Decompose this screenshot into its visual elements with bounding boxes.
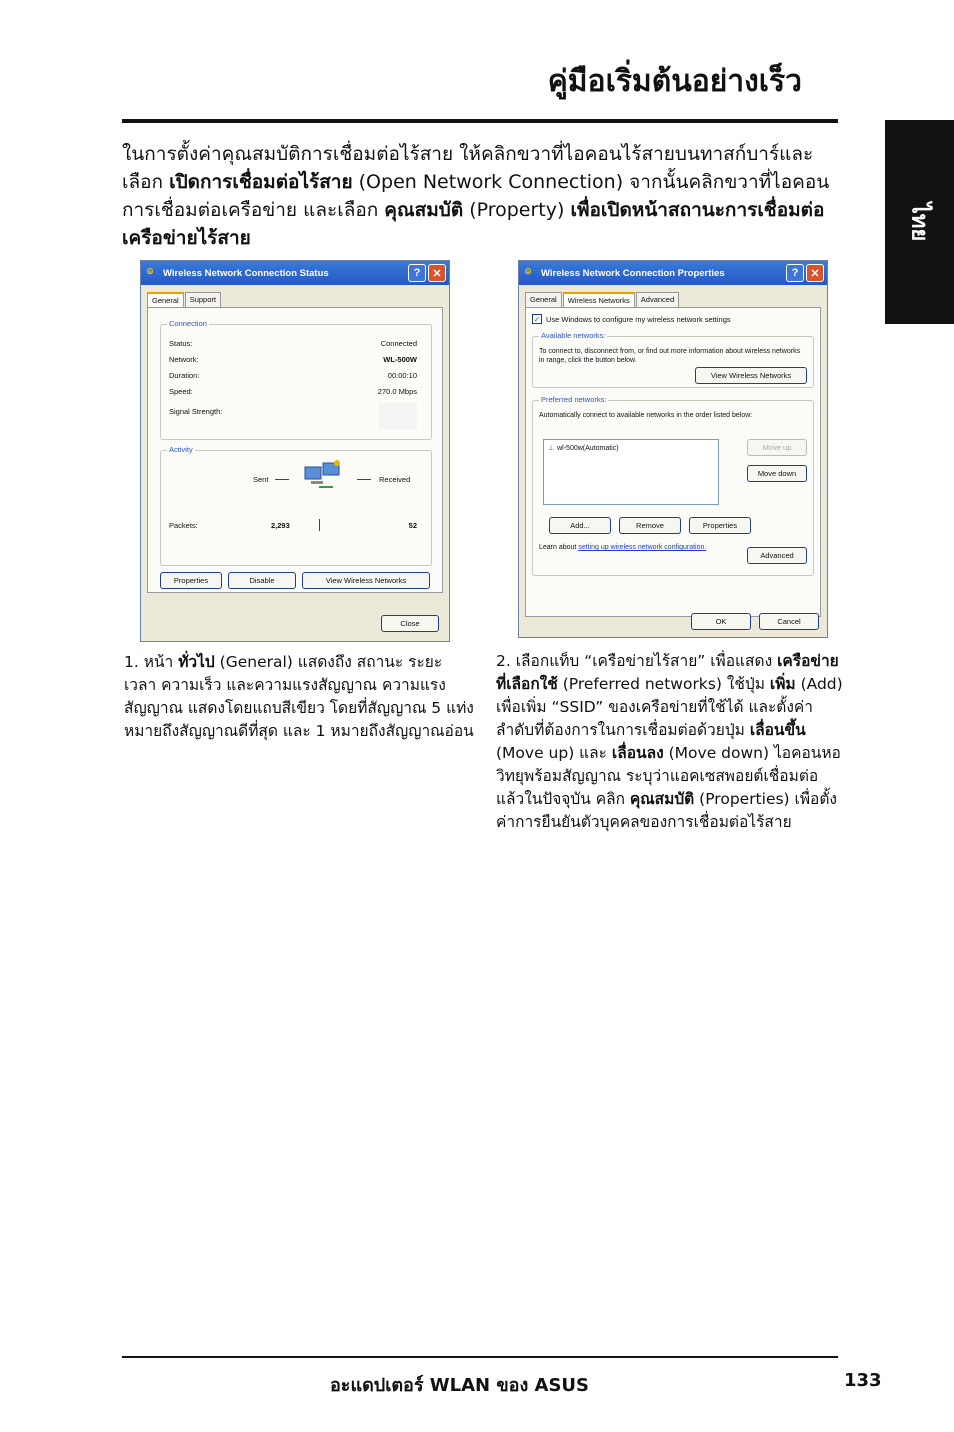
learn-about-text bbox=[539, 543, 709, 552]
move-up-button[interactable]: Move up bbox=[747, 439, 807, 456]
network-activity-icon bbox=[301, 459, 349, 495]
list-item[interactable] bbox=[548, 444, 619, 452]
use-windows-row bbox=[532, 314, 731, 324]
tab-wireless-networks[interactable]: Wireless Networks bbox=[563, 292, 635, 307]
help-icon[interactable]: ? bbox=[786, 264, 804, 282]
status-label: Status: bbox=[169, 339, 193, 348]
network-value: WL-500W bbox=[383, 355, 417, 364]
intro-bold-2: คุณสมบัติ bbox=[384, 199, 464, 221]
use-windows-label: Use Windows to configure my wireless network settings bbox=[546, 314, 731, 324]
intro-text-2: (Open Network Connection) จากนั้นคลิกขวาที่ไอคอนการเชื่อมต่อเครือข่าย และเลือก bbox=[122, 171, 830, 221]
close-icon[interactable]: ✕ bbox=[806, 264, 824, 282]
packets-received-value: 52 bbox=[408, 521, 417, 530]
view-wireless-networks-button[interactable]: View Wireless Networks bbox=[302, 572, 430, 589]
side-tab-label: ไทย bbox=[906, 202, 931, 242]
status-dialog-screenshot bbox=[140, 260, 450, 642]
intro-paragraph bbox=[122, 140, 842, 252]
learn-about-link[interactable]: setting up wireless network configuration. bbox=[578, 544, 707, 551]
caption-1-text-a: หน้า bbox=[143, 653, 179, 671]
add-button[interactable]: Add... bbox=[549, 517, 611, 534]
remove-button[interactable]: Remove bbox=[619, 517, 681, 534]
signal-strength-bars bbox=[379, 403, 417, 429]
move-down-button[interactable]: Move down bbox=[747, 465, 807, 482]
learn-about-prefix: Learn about bbox=[539, 544, 579, 551]
caption-2-text-g: (Move up) และ bbox=[496, 744, 612, 762]
caption-2-text-i: (Move down) ไอคอนหอวิทยุพร้อมสัญญาณ ระบุว่าแอคเซสพอยต์เชื่อมต่อแล้วในปัจจุบัน คลิก bbox=[496, 744, 841, 808]
caption-2-text-a: เลือกแท็บ “เครือข่ายไร้สาย” เพื่อแสดง bbox=[515, 652, 778, 670]
packets-sent-value: 2,293 bbox=[271, 521, 290, 530]
connection-group-label: Connection bbox=[169, 319, 207, 328]
caption-2-bold-h: เลื่อนลง bbox=[611, 744, 664, 762]
activity-group bbox=[160, 445, 432, 566]
caption-2-bold-f: เลื่อนขึ้น bbox=[749, 721, 806, 739]
language-side-tab bbox=[885, 120, 954, 324]
status-value: Connected bbox=[380, 339, 417, 348]
caption-2-bold-j: คุณสมบัติ bbox=[629, 790, 695, 808]
caption-2-text-e: (Add) เพื่อเพิ่ม “SSID” ของเครือข่ายที่ใช้ได้ และตั้งค่าลำดับที่ต้องการในการเชื่อมต่อด้วยปุ่ม bbox=[496, 675, 843, 739]
footer-title: อะแดปเตอร์ WLAN ของ ASUS bbox=[330, 1375, 590, 1396]
help-icon[interactable]: ? bbox=[408, 264, 426, 282]
caption-2-number: 2. bbox=[496, 652, 511, 670]
received-line bbox=[357, 479, 371, 480]
view-wireless-networks-button[interactable]: View Wireless Networks bbox=[695, 367, 807, 384]
advanced-button[interactable]: Advanced bbox=[747, 547, 807, 564]
packets-divider bbox=[319, 519, 320, 531]
caption-1-text-c: (General) แสดงถึง สถานะ ระยะเวลา ความเร็ว และความแรงสัญญาณ ความแรงสัญญาณ แสดงโดยแถบสีเขียว โดยที่สัญญาณ 5 แท่งหมายถึงสัญญาณดีที่สุด และ 1 หมายถึงสัญญาณอ่อน bbox=[124, 653, 474, 740]
preferred-networks-group bbox=[532, 395, 814, 576]
wireless-icon: ⌾ bbox=[147, 267, 153, 278]
ok-button[interactable]: OK bbox=[691, 613, 751, 630]
properties-dialog-screenshot bbox=[518, 260, 828, 638]
network-label: Network: bbox=[169, 355, 199, 364]
caption-2 bbox=[496, 650, 846, 834]
duration-label: Duration: bbox=[169, 371, 200, 380]
tab-general[interactable]: General bbox=[147, 292, 184, 307]
intro-text-1: ในการตั้งค่าคุณสมบัติการเชื่อมต่อไร้สาย ให้คลิกขวาที่ไอคอนไร้สายบนทาสก์บาร์และเลือก bbox=[122, 143, 814, 193]
properties-button[interactable]: Properties bbox=[160, 572, 222, 589]
available-networks-text: To connect to, disconnect from, or find out more information about wireless networks in range, click the button below. bbox=[539, 348, 801, 364]
sent-line bbox=[275, 479, 289, 480]
caption-1-number: 1. bbox=[124, 653, 139, 671]
speed-label: Speed: bbox=[169, 387, 193, 396]
signal-strength-label: Signal Strength: bbox=[169, 407, 223, 416]
properties-button[interactable]: Properties bbox=[689, 517, 751, 534]
wireless-icon: ⌾ bbox=[525, 267, 531, 278]
intro-bold-1: เปิดการเชื่อมต่อไร้สาย bbox=[169, 171, 353, 193]
sent-label: Sent bbox=[253, 475, 269, 484]
caption-2-bold-b: เครือข่ายที่เลือกใช้ bbox=[496, 652, 839, 693]
intro-bold-3: เพื่อเปิดหน้าสถานะการเชื่อมต่อเครือข่ายไร้สาย bbox=[122, 199, 825, 249]
footer-rule bbox=[122, 1356, 838, 1358]
page-number: 133 bbox=[844, 1370, 882, 1391]
caption-2-text-c: (Preferred networks) ใช้ปุ่ม bbox=[557, 675, 770, 693]
properties-dialog-title: Wireless Network Connection Properties bbox=[541, 267, 725, 279]
use-windows-checkbox[interactable]: ✓ bbox=[533, 315, 541, 324]
duration-value: 00:00:10 bbox=[387, 371, 417, 380]
tab-advanced[interactable]: Advanced bbox=[636, 292, 679, 307]
status-tab-panel bbox=[147, 307, 443, 593]
radio-tower-icon: ⊥ bbox=[548, 445, 555, 452]
preferred-networks-text: Automatically connect to available networks in the order listed below: bbox=[539, 412, 753, 419]
status-dialog-title: Wireless Network Connection Status bbox=[163, 267, 329, 279]
preferred-networks-list[interactable] bbox=[543, 439, 719, 505]
list-item-label: wl-500w(Automatic) bbox=[557, 444, 619, 452]
packets-label: Packets: bbox=[169, 521, 198, 530]
wireless-tab-panel bbox=[525, 307, 821, 617]
status-dialog-titlebar bbox=[141, 261, 449, 285]
received-label: Received bbox=[379, 475, 411, 484]
intro-text-3: (Property) bbox=[463, 199, 571, 221]
speed-value: 270.0 Mbps bbox=[377, 387, 417, 396]
close-icon[interactable]: ✕ bbox=[428, 264, 446, 282]
disable-button[interactable]: Disable bbox=[228, 572, 296, 589]
caption-2-bold-d: เพิ่ม bbox=[769, 675, 796, 693]
page-title: คู่มือเริ่มต้นอย่างเร็ว bbox=[547, 64, 802, 99]
connection-group bbox=[160, 319, 432, 440]
title-rule bbox=[122, 119, 838, 123]
available-networks-group bbox=[532, 331, 814, 388]
available-networks-label: Available networks: bbox=[541, 331, 606, 340]
caption-1-bold: ทั่วไป bbox=[178, 653, 215, 671]
close-button[interactable]: Close bbox=[381, 615, 439, 632]
cancel-button[interactable]: Cancel bbox=[759, 613, 819, 630]
properties-dialog-titlebar bbox=[519, 261, 827, 285]
activity-group-label: Activity bbox=[169, 445, 193, 454]
caption-2-text-k: (Properties) เพื่อตั้งค่าการยืนยันตัวบุคคลของการเชื่อมต่อไร้สาย bbox=[496, 790, 837, 831]
caption-1 bbox=[124, 651, 474, 743]
tab-general[interactable]: General bbox=[525, 292, 562, 307]
preferred-networks-label: Preferred networks: bbox=[541, 395, 607, 404]
tab-support[interactable]: Support bbox=[185, 292, 221, 307]
